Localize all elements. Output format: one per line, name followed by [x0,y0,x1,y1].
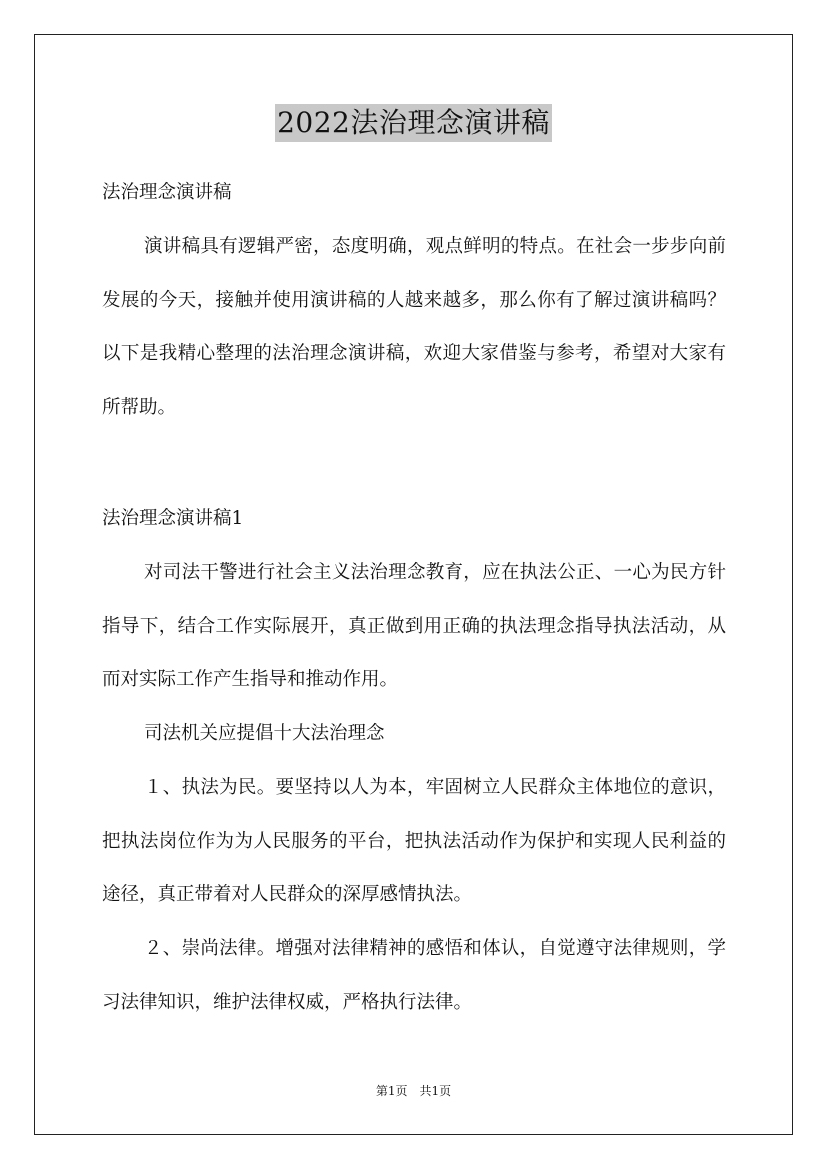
page-footer: 第1页 共1页 [375,1084,452,1098]
title-container [0,104,827,142]
paragraph-1: 对司法干警进行社会主义法治理念教育，应在执法公正、一心为民方针指导下，结合工作实际展开，真正做到用正确的执法理念指导执法活动，从而对实际工作产生指导和推动作用。 [102,562,726,690]
document-title: 2022法治理念演讲稿 [275,104,552,142]
section-heading-1: 法治理念演讲稿1 [102,508,244,529]
intro-paragraph: 演讲稿具有逻辑严密，态度明确，观点鲜明的特点。在社会一步步向前发展的今天，接触并使用演讲稿的人越来越多，那么你有了解过演讲稿吗？以下是我精心整理的法治理念演讲稿，欢迎大家借鉴与参考，希望对大家有所帮助。 [102,236,726,418]
paragraph-2: 司法机关应提倡十大法治理念 [144,723,385,744]
paragraph-3: １、执法为民。要坚持以人为本，牢固树立人民群众主体地位的意识，把执法岗位作为为人民服务的平台，把执法活动作为保护和实现人民利益的途径，真正带着对人民群众的深厚感情执法。 [102,777,726,905]
paragraph-4: ２、崇尚法律。增强对法律精神的感悟和体认，自觉遵守法律规则，学习法律知识，维护法律权威，严格执行法律。 [102,938,726,1013]
section-heading-intro: 法治理念演讲稿 [102,182,232,203]
